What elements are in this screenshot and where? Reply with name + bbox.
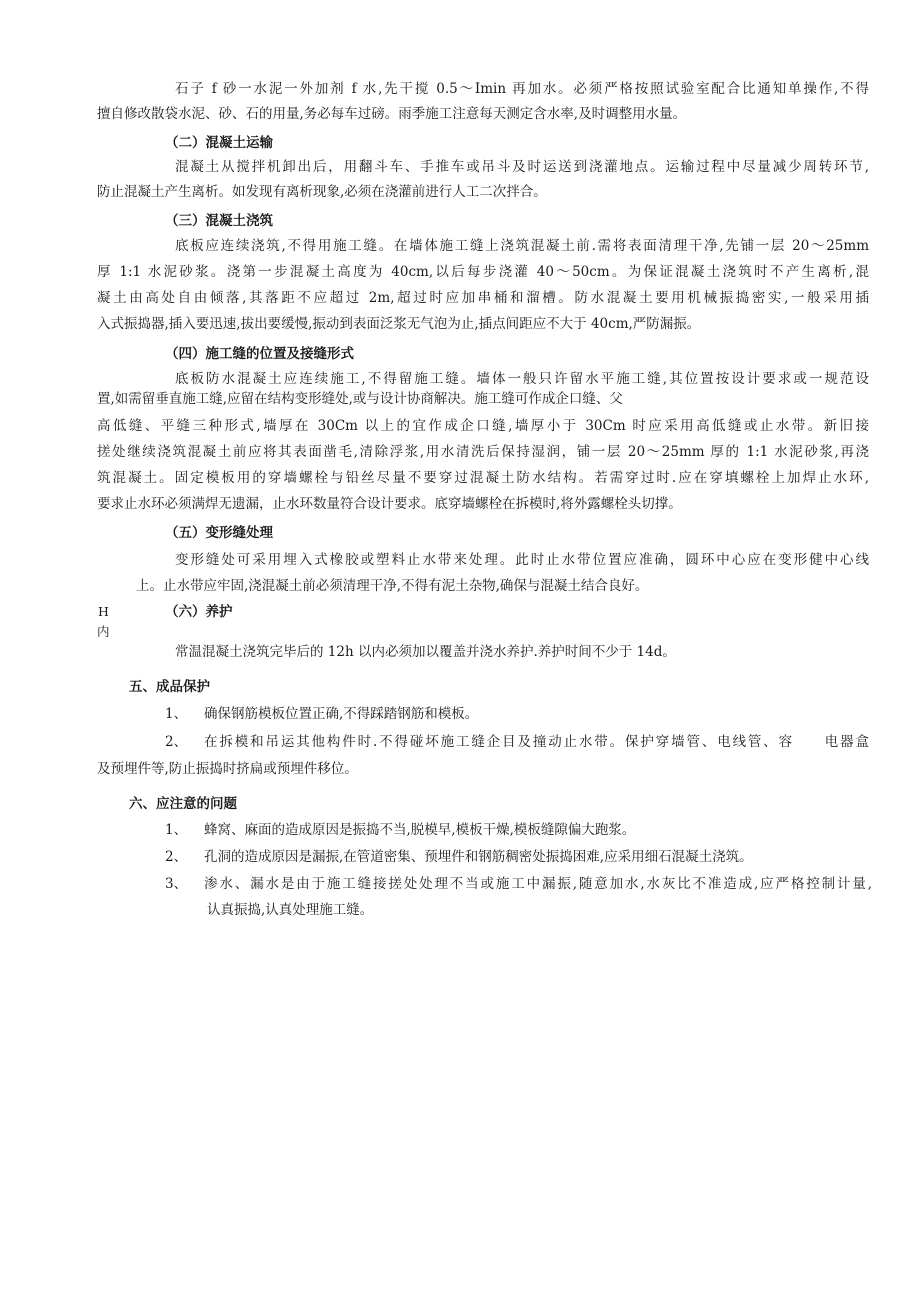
paragraph-line: 搓处继续浇筑混凝土前应将其表面凿毛,清除浮浆,用水清洗后保持湿润，铺一层 20～25mm 厚的 1:1 水泥砂浆,再浇: [97, 444, 869, 460]
paragraph-line: 防止混凝土产生离析。如发现有离析现象,必须在浇灌前进行人工二次拌合。: [97, 184, 547, 200]
paragraph-line: 底板应连续浇筑,不得用施工缝。在墙体施工缝上浇筑混凝土前.需将表面清理干净,先铺一层 20～25mm: [175, 238, 869, 254]
subsection-heading-pouring: （三）混凝土浇筑: [165, 213, 273, 229]
list-item-continuation: 认真振捣,认真处理施工缝。: [207, 902, 374, 918]
list-number: 1、: [165, 706, 188, 722]
paragraph-line: 擅自修改散袋水泥、砂、石的用量,务必每车过磅。雨季施工注意每天测定含水率,及时调整用水量。: [97, 106, 687, 122]
paragraph-line: 底板防水混凝土应连续施工,不得留施工缝。墙体一般只许留水平施工缝,其位置按设计要求或一规范设: [175, 371, 869, 387]
paragraph-line: 常温混凝土浇筑完毕后的 12h 以内必须加以覆盖并浇水养护.养护时间不少于 14d。: [175, 644, 676, 660]
paragraph-line: 变形缝处可采用埋入式橡胶或塑料止水带来处理。此时止水带位置应准确，圆环中心应在变形健中心线: [175, 552, 869, 568]
paragraph-line: 要求止水环必须满焊无遗漏，止水环数量符合设计要求。底穿墙螺栓在拆模时,将外露螺栓头切撑。: [97, 496, 682, 512]
list-item: 确保钢筋模板位置正确,不得踩踏钢筋和模板。: [204, 706, 479, 722]
list-item: 在拆模和吊运其他构件时.不得碰坏施工缝企目及撞动止水带。保护穿墙管、电线管、容 电器盒: [204, 734, 869, 750]
list-number: 2、: [165, 849, 188, 865]
paragraph-line: 凝土由高处自由倾落,其落距不应超过 2m,超过时应加串桶和溜槽。防水混凝土要用机械振捣密实,一般采用插: [97, 290, 869, 306]
paragraph-line: 厚 1:1 水泥砂浆。浇第一步混凝土高度为 40cm,以后每步浇灌 40～50cm。为保证混凝土浇筑时不产生离析,混: [97, 264, 869, 280]
paragraph-line: 入式振捣器,插入要迅速,拔出要缓慢,振动到表面泛浆无气泡为止,插点间距应不大于 40cm,严防漏振。: [97, 316, 701, 332]
subsection-heading-deformation: （五）变形缝处理: [165, 525, 273, 541]
stray-mark: 内: [97, 624, 110, 639]
paragraph-line: 高低缝、平缝三种形式,墙厚在 30Cm 以上的宜作成企口缝,墙厚小于 30Cm 时应采用高低缝或止水带。新旧接: [97, 418, 869, 434]
section-heading-product-protection: 五、成品保护: [129, 679, 210, 695]
subsection-heading-joint: （四）施工缝的位置及接缝形式: [165, 346, 354, 362]
subsection-heading-curing: （六）养护: [165, 604, 233, 620]
list-number: 3、: [165, 876, 188, 892]
list-number: 1、: [165, 822, 188, 838]
list-item: 渗水、漏水是由于施工缝接搓处处理不当或施工中漏振,随意加水,水灰比不准造成,应严格控制计量,: [204, 876, 872, 892]
stray-mark: H: [98, 604, 109, 619]
paragraph-line: 筑混凝土。固定模板用的穿墙螺栓与铅丝尽量不要穿过混凝土防水结构。若需穿过时.应在穿填螺栓上加焊止水环,: [97, 470, 869, 486]
paragraph-line: 石子 f 砂一水泥一外加剂 f 水,先干搅 0.5～Imin 再加水。必须严格按照试验室配合比通知单操作,不得: [175, 81, 869, 97]
section-heading-notes: 六、应注意的问题: [129, 796, 237, 812]
paragraph-line: 混凝土从搅拌机卸出后，用翻斗车、手推车或吊斗及时运送到浇灌地点。运输过程中尽量减少周转环节,: [175, 159, 869, 175]
list-number: 2、: [165, 734, 188, 750]
paragraph-line: 上。止水带应牢固,浇混凝土前必须清理干净,不得有泥土杂物,确保与混凝土结合良好。: [136, 578, 649, 594]
list-item: 孔洞的造成原因是漏振,在管道密集、预埋件和钢筋稠密处振捣困难,应采用细石混凝土浇筑。: [204, 849, 753, 865]
paragraph-line: 置,如需留垂直施工缝,应留在结构变形缝处,或与设计协商解决。施工缝可作成企口缝、父: [97, 391, 623, 407]
subsection-heading-transport: （二）混凝土运输: [165, 135, 273, 151]
list-item-continuation: 及预埋件等,防止振捣时挤扁或预埋件移位。: [97, 761, 358, 777]
list-item: 蜂窝、麻面的造成原因是振捣不当,脱模早,模板干燥,模板缝隙偏大跑浆。: [204, 822, 636, 838]
